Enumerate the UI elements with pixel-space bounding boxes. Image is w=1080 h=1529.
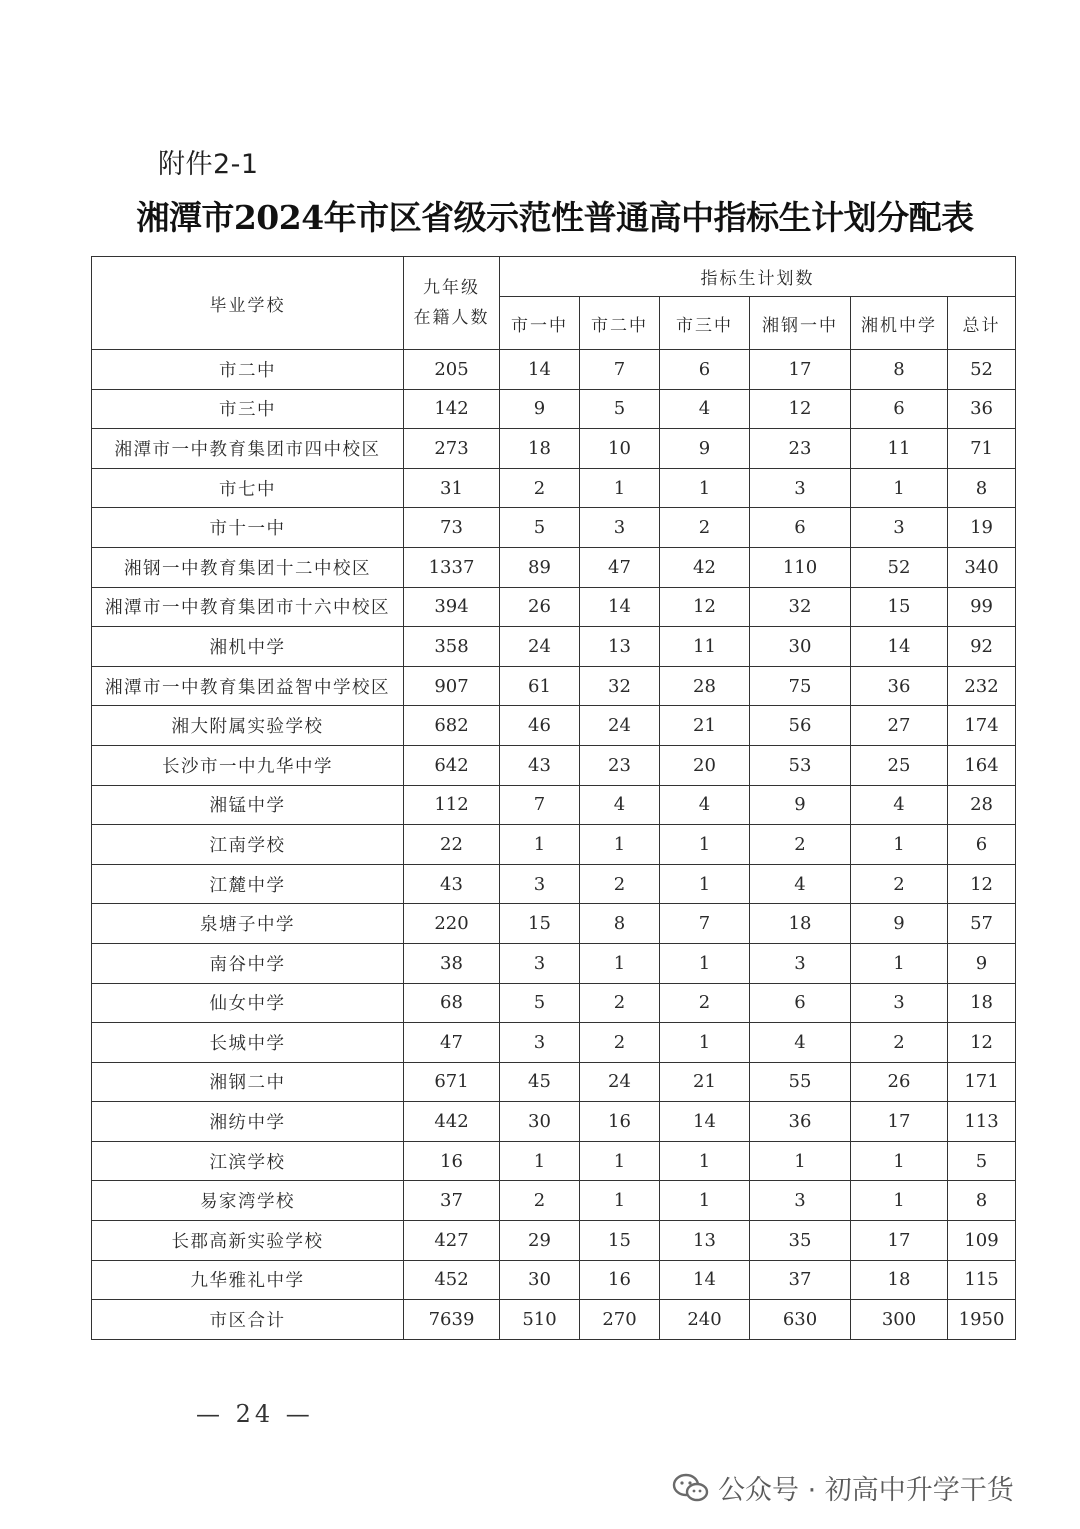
quota-cell: 1 <box>660 864 750 904</box>
table-row <box>92 1260 1016 1300</box>
quota-cell: 29 <box>500 1221 580 1261</box>
school-name-cell: 湘潭市一中教育集团市四中校区 <box>92 429 404 469</box>
quota-cell: 24 <box>500 627 580 667</box>
quota-cell: 75 <box>750 666 851 706</box>
enrollment-cell: 642 <box>404 745 500 785</box>
quota-cell: 4 <box>660 389 750 429</box>
school-name-cell: 湘钢一中教育集团十二中校区 <box>92 547 404 587</box>
table-row <box>92 1181 1016 1221</box>
quota-cell: 25 <box>851 745 948 785</box>
school-name-cell: 江滨学校 <box>92 1141 404 1181</box>
school-name-cell: 泉塘子中学 <box>92 904 404 944</box>
quota-cell: 1 <box>580 1181 660 1221</box>
quota-cell: 1 <box>580 1141 660 1181</box>
quota-cell: 2 <box>660 983 750 1023</box>
total-cell: 1950 <box>948 1300 1016 1340</box>
table-row <box>92 1062 1016 1102</box>
quota-cell: 3 <box>500 864 580 904</box>
quota-cell: 1 <box>660 1141 750 1181</box>
quota-cell: 300 <box>851 1300 948 1340</box>
quota-cell: 2 <box>851 864 948 904</box>
header-quota-group: 指标生计划数 <box>500 257 1016 297</box>
quota-cell: 7 <box>580 350 660 390</box>
enrollment-cell: 671 <box>404 1062 500 1102</box>
quota-cell: 53 <box>750 745 851 785</box>
quota-cell: 4 <box>851 785 948 825</box>
total-cell: 71 <box>948 429 1016 469</box>
quota-cell: 17 <box>750 350 851 390</box>
quota-cell: 630 <box>750 1300 851 1340</box>
quota-cell: 13 <box>660 1221 750 1261</box>
school-name-cell: 江麓中学 <box>92 864 404 904</box>
quota-cell: 32 <box>750 587 851 627</box>
quota-cell: 20 <box>660 745 750 785</box>
school-name-cell: 湘纺中学 <box>92 1102 404 1142</box>
quota-cell: 3 <box>851 983 948 1023</box>
quota-cell: 110 <box>750 547 851 587</box>
quota-cell: 16 <box>580 1260 660 1300</box>
enrollment-cell: 112 <box>404 785 500 825</box>
quota-cell: 18 <box>851 1260 948 1300</box>
quota-cell: 1 <box>500 825 580 865</box>
quota-cell: 9 <box>851 904 948 944</box>
school-name-cell: 南谷中学 <box>92 943 404 983</box>
header-school-3: 市三中 <box>660 297 750 350</box>
table-row <box>92 429 1016 469</box>
total-cell: 19 <box>948 508 1016 548</box>
school-name-cell: 长沙市一中九华中学 <box>92 745 404 785</box>
quota-cell: 14 <box>500 350 580 390</box>
header-school-5: 湘机中学 <box>851 297 948 350</box>
quota-cell: 3 <box>500 943 580 983</box>
school-name-cell: 长城中学 <box>92 1023 404 1063</box>
quota-cell: 2 <box>500 468 580 508</box>
enrollment-cell: 358 <box>404 627 500 667</box>
table-row <box>92 468 1016 508</box>
quota-cell: 3 <box>580 508 660 548</box>
quota-cell: 14 <box>580 587 660 627</box>
quota-cell: 9 <box>660 429 750 469</box>
enrollment-cell: 205 <box>404 350 500 390</box>
school-name-cell: 长郡高新实验学校 <box>92 1221 404 1261</box>
quota-cell: 15 <box>500 904 580 944</box>
page-number: — 24 — <box>196 1400 314 1428</box>
header-enrollment-line2: 在籍人数 <box>413 308 490 328</box>
quota-cell: 15 <box>580 1221 660 1261</box>
quota-cell: 14 <box>660 1260 750 1300</box>
school-name-cell: 市三中 <box>92 389 404 429</box>
watermark-text: 公众号 · 初高中升学干货 <box>718 1475 1014 1506</box>
enrollment-cell: 47 <box>404 1023 500 1063</box>
table-row <box>92 508 1016 548</box>
table-body <box>92 350 1016 1340</box>
quota-cell: 9 <box>500 389 580 429</box>
header-school-2: 市二中 <box>580 297 660 350</box>
quota-cell: 24 <box>580 1062 660 1102</box>
document-title: 湘潭市2024年市区省级示范性普通高中指标生计划分配表 <box>136 198 974 237</box>
quota-cell: 56 <box>750 706 851 746</box>
quota-cell: 26 <box>851 1062 948 1102</box>
quota-cell: 2 <box>750 825 851 865</box>
quota-cell: 89 <box>500 547 580 587</box>
header-school: 毕业学校 <box>92 257 404 350</box>
quota-cell: 1 <box>660 825 750 865</box>
quota-cell: 35 <box>750 1221 851 1261</box>
quota-cell: 47 <box>580 547 660 587</box>
quota-cell: 13 <box>580 627 660 667</box>
quota-cell: 18 <box>750 904 851 944</box>
total-cell: 12 <box>948 864 1016 904</box>
table-row <box>92 1300 1016 1340</box>
enrollment-cell: 273 <box>404 429 500 469</box>
quota-cell: 12 <box>750 389 851 429</box>
total-cell: 28 <box>948 785 1016 825</box>
quota-cell: 30 <box>500 1260 580 1300</box>
quota-cell: 4 <box>660 785 750 825</box>
quota-cell: 14 <box>851 627 948 667</box>
quota-cell: 7 <box>500 785 580 825</box>
enrollment-cell: 38 <box>404 943 500 983</box>
quota-cell: 1 <box>851 468 948 508</box>
table-row <box>92 587 1016 627</box>
enrollment-cell: 68 <box>404 983 500 1023</box>
total-cell: 164 <box>948 745 1016 785</box>
quota-cell: 42 <box>660 547 750 587</box>
quota-cell: 1 <box>750 1141 851 1181</box>
quota-cell: 1 <box>660 468 750 508</box>
quota-cell: 6 <box>750 508 851 548</box>
total-cell: 12 <box>948 1023 1016 1063</box>
total-cell: 9 <box>948 943 1016 983</box>
table-row <box>92 1221 1016 1261</box>
total-cell: 113 <box>948 1102 1016 1142</box>
total-cell: 8 <box>948 1181 1016 1221</box>
school-name-cell: 江南学校 <box>92 825 404 865</box>
quota-cell: 37 <box>750 1260 851 1300</box>
quota-cell: 30 <box>500 1102 580 1142</box>
quota-cell: 26 <box>500 587 580 627</box>
table-row <box>92 666 1016 706</box>
quota-cell: 52 <box>851 547 948 587</box>
quota-cell: 43 <box>500 745 580 785</box>
table-row <box>92 389 1016 429</box>
school-name-cell: 湘大附属实验学校 <box>92 706 404 746</box>
quota-cell: 21 <box>660 706 750 746</box>
table-row <box>92 1023 1016 1063</box>
quota-cell: 36 <box>750 1102 851 1142</box>
quota-cell: 2 <box>660 508 750 548</box>
total-cell: 6 <box>948 825 1016 865</box>
wechat-icon <box>672 1473 710 1503</box>
total-cell: 174 <box>948 706 1016 746</box>
school-name-cell: 市七中 <box>92 468 404 508</box>
quota-cell: 5 <box>580 389 660 429</box>
quota-cell: 3 <box>750 1181 851 1221</box>
quota-cell: 4 <box>750 1023 851 1063</box>
quota-cell: 10 <box>580 429 660 469</box>
table-row <box>92 350 1016 390</box>
quota-cell: 1 <box>851 943 948 983</box>
quota-cell: 11 <box>660 627 750 667</box>
quota-cell: 36 <box>851 666 948 706</box>
quota-cell: 2 <box>580 983 660 1023</box>
quota-cell: 46 <box>500 706 580 746</box>
quota-cell: 3 <box>750 468 851 508</box>
quota-cell: 240 <box>660 1300 750 1340</box>
quota-cell: 17 <box>851 1221 948 1261</box>
school-name-cell: 市区合计 <box>92 1300 404 1340</box>
enrollment-cell: 394 <box>404 587 500 627</box>
table-row <box>92 983 1016 1023</box>
quota-cell: 45 <box>500 1062 580 1102</box>
enrollment-cell: 427 <box>404 1221 500 1261</box>
quota-cell: 1 <box>851 825 948 865</box>
table-row <box>92 547 1016 587</box>
enrollment-cell: 16 <box>404 1141 500 1181</box>
table-row <box>92 864 1016 904</box>
school-name-cell: 市十一中 <box>92 508 404 548</box>
quota-cell: 18 <box>500 429 580 469</box>
enrollment-cell: 452 <box>404 1260 500 1300</box>
quota-cell: 4 <box>580 785 660 825</box>
enrollment-cell: 22 <box>404 825 500 865</box>
total-cell: 340 <box>948 547 1016 587</box>
quota-cell: 1 <box>851 1141 948 1181</box>
quota-cell: 12 <box>660 587 750 627</box>
quota-cell: 17 <box>851 1102 948 1142</box>
table-row <box>92 785 1016 825</box>
quota-cell: 1 <box>580 825 660 865</box>
header-enrollment <box>404 257 500 350</box>
total-cell: 36 <box>948 389 1016 429</box>
enrollment-cell: 43 <box>404 864 500 904</box>
school-name-cell: 湘锰中学 <box>92 785 404 825</box>
quota-cell: 5 <box>500 983 580 1023</box>
enrollment-cell: 682 <box>404 706 500 746</box>
total-cell: 52 <box>948 350 1016 390</box>
quota-cell: 5 <box>500 508 580 548</box>
quota-cell: 3 <box>750 943 851 983</box>
quota-cell: 1 <box>580 468 660 508</box>
quota-cell: 3 <box>851 508 948 548</box>
total-cell: 115 <box>948 1260 1016 1300</box>
school-name-cell: 易家湾学校 <box>92 1181 404 1221</box>
enrollment-cell: 1337 <box>404 547 500 587</box>
quota-cell: 9 <box>750 785 851 825</box>
quota-cell: 8 <box>851 350 948 390</box>
header-total: 总计 <box>948 297 1016 350</box>
table-row <box>92 745 1016 785</box>
total-cell: 232 <box>948 666 1016 706</box>
quota-cell: 510 <box>500 1300 580 1340</box>
table-row <box>92 943 1016 983</box>
table-row <box>92 627 1016 667</box>
table-row <box>92 904 1016 944</box>
table-row <box>92 706 1016 746</box>
quota-cell: 14 <box>660 1102 750 1142</box>
quota-cell: 270 <box>580 1300 660 1340</box>
quota-cell: 4 <box>750 864 851 904</box>
quota-cell: 61 <box>500 666 580 706</box>
quota-cell: 24 <box>580 706 660 746</box>
quota-cell: 32 <box>580 666 660 706</box>
total-cell: 99 <box>948 587 1016 627</box>
enrollment-cell: 142 <box>404 389 500 429</box>
table-row <box>92 1141 1016 1181</box>
quota-cell: 6 <box>750 983 851 1023</box>
quota-cell: 8 <box>580 904 660 944</box>
quota-cell: 16 <box>580 1102 660 1142</box>
header-school-1: 市一中 <box>500 297 580 350</box>
enrollment-cell: 73 <box>404 508 500 548</box>
quota-cell: 1 <box>851 1181 948 1221</box>
quota-cell: 27 <box>851 706 948 746</box>
quota-cell: 1 <box>500 1141 580 1181</box>
total-cell: 171 <box>948 1062 1016 1102</box>
quota-cell: 2 <box>851 1023 948 1063</box>
quota-cell: 15 <box>851 587 948 627</box>
quota-cell: 30 <box>750 627 851 667</box>
enrollment-cell: 37 <box>404 1181 500 1221</box>
header-enrollment-line1: 九年级 <box>423 278 480 298</box>
quota-cell: 23 <box>580 745 660 785</box>
table-row <box>92 1102 1016 1142</box>
school-name-cell: 九华雅礼中学 <box>92 1260 404 1300</box>
quota-cell: 1 <box>660 943 750 983</box>
total-cell: 8 <box>948 468 1016 508</box>
total-cell: 109 <box>948 1221 1016 1261</box>
school-name-cell: 市二中 <box>92 350 404 390</box>
enrollment-cell: 220 <box>404 904 500 944</box>
total-cell: 57 <box>948 904 1016 944</box>
enrollment-cell: 31 <box>404 468 500 508</box>
total-cell: 5 <box>948 1141 1016 1181</box>
quota-cell: 55 <box>750 1062 851 1102</box>
quota-cell: 23 <box>750 429 851 469</box>
total-cell: 18 <box>948 983 1016 1023</box>
school-name-cell: 仙女中学 <box>92 983 404 1023</box>
enrollment-cell: 907 <box>404 666 500 706</box>
allocation-table <box>91 256 1016 1340</box>
quota-cell: 2 <box>580 864 660 904</box>
quota-cell: 11 <box>851 429 948 469</box>
school-name-cell: 湘机中学 <box>92 627 404 667</box>
header-school-4: 湘钢一中 <box>750 297 851 350</box>
school-name-cell: 湘潭市一中教育集团益智中学校区 <box>92 666 404 706</box>
quota-cell: 1 <box>660 1023 750 1063</box>
quota-cell: 2 <box>500 1181 580 1221</box>
enrollment-cell: 442 <box>404 1102 500 1142</box>
quota-cell: 3 <box>500 1023 580 1063</box>
attachment-label: 附件2-1 <box>158 149 259 180</box>
total-cell: 92 <box>948 627 1016 667</box>
table-row <box>92 825 1016 865</box>
watermark <box>672 1468 1014 1507</box>
school-name-cell: 湘潭市一中教育集团市十六中校区 <box>92 587 404 627</box>
quota-cell: 6 <box>660 350 750 390</box>
quota-cell: 28 <box>660 666 750 706</box>
enrollment-cell: 7639 <box>404 1300 500 1340</box>
quota-cell: 1 <box>660 1181 750 1221</box>
quota-cell: 2 <box>580 1023 660 1063</box>
quota-cell: 6 <box>851 389 948 429</box>
school-name-cell: 湘钢二中 <box>92 1062 404 1102</box>
quota-cell: 21 <box>660 1062 750 1102</box>
quota-cell: 1 <box>580 943 660 983</box>
quota-cell: 7 <box>660 904 750 944</box>
